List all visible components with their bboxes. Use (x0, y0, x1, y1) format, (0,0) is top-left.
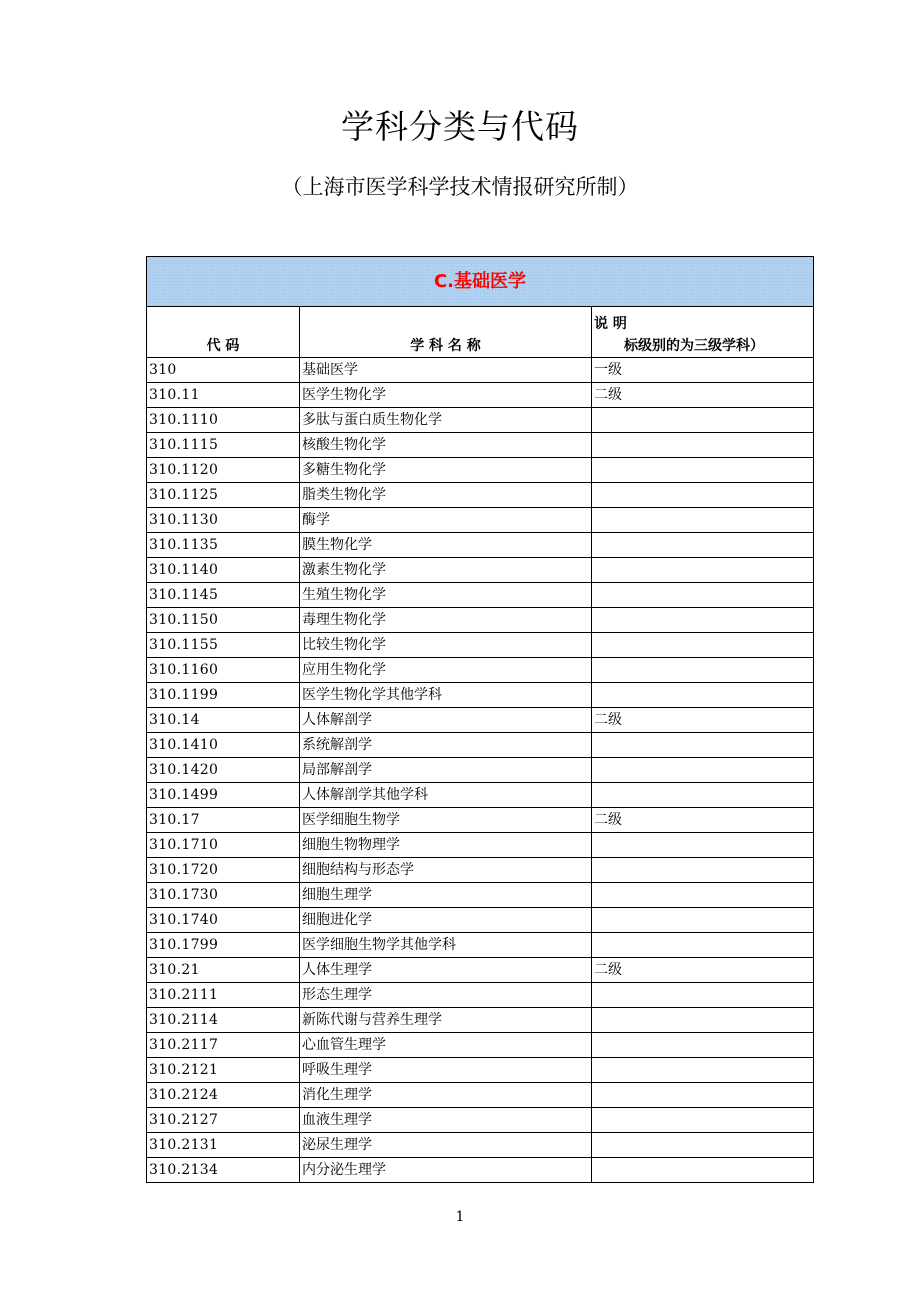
cell-note (592, 733, 814, 758)
cell-note (592, 458, 814, 483)
cell-note (592, 658, 814, 683)
cell-code: 310.2127 (147, 1108, 300, 1133)
table-row (147, 758, 814, 783)
table-row (147, 808, 814, 833)
cell-note (592, 908, 814, 933)
cell-code: 310.17 (147, 808, 300, 833)
cell-name: 消化生理学 (300, 1083, 592, 1108)
cell-note (592, 583, 814, 608)
cell-name: 比较生物化学 (300, 633, 592, 658)
cell-note: 二级 (592, 958, 814, 983)
page-subtitle: （上海市医学科学技术情报研究所制） (281, 175, 639, 199)
cell-code: 310.11 (147, 383, 300, 408)
table-row (147, 458, 814, 483)
cell-note: 二级 (592, 383, 814, 408)
cell-code: 310.2117 (147, 1033, 300, 1058)
cell-code: 310.1710 (147, 833, 300, 858)
cell-code: 310.1145 (147, 583, 300, 608)
cell-code: 310.1730 (147, 883, 300, 908)
table-row (147, 608, 814, 633)
cell-name: 激素生物化学 (300, 558, 592, 583)
table-row (147, 358, 814, 383)
table-row (147, 1133, 814, 1158)
cell-note (592, 483, 814, 508)
cell-code: 310 (147, 358, 300, 383)
cell-note (592, 1108, 814, 1133)
cell-code: 310.2131 (147, 1133, 300, 1158)
page-number: 1 (455, 1209, 465, 1225)
cell-name: 生殖生物化学 (300, 583, 592, 608)
table-row (147, 508, 814, 533)
header-name: 学 科 名 称 (300, 307, 592, 358)
cell-name: 细胞生物物理学 (300, 833, 592, 858)
table-row (147, 883, 814, 908)
cell-note: 二级 (592, 708, 814, 733)
cell-name: 毒理生物化学 (300, 608, 592, 633)
table-row (147, 833, 814, 858)
cell-name: 细胞进化学 (300, 908, 592, 933)
header-note-line2: 标级别的为三级学科） (624, 338, 764, 354)
table-row (147, 433, 814, 458)
cell-note (592, 858, 814, 883)
cell-note (592, 508, 814, 533)
cell-name: 医学细胞生物学 (300, 808, 592, 833)
cell-code: 310.1130 (147, 508, 300, 533)
cell-code: 310.1115 (147, 433, 300, 458)
cell-note (592, 783, 814, 808)
table-row (147, 483, 814, 508)
subject-code-table (146, 256, 814, 1183)
cell-name: 核酸生物化学 (300, 433, 592, 458)
cell-note (592, 533, 814, 558)
table-row (147, 783, 814, 808)
cell-note (592, 408, 814, 433)
cell-code: 310.1140 (147, 558, 300, 583)
cell-code: 310.1135 (147, 533, 300, 558)
table-row (147, 1033, 814, 1058)
cell-code: 310.1199 (147, 683, 300, 708)
table-row (147, 408, 814, 433)
table-row (147, 1008, 814, 1033)
cell-note (592, 1008, 814, 1033)
cell-code: 310.1720 (147, 858, 300, 883)
table-row (147, 1058, 814, 1083)
cell-note (592, 1033, 814, 1058)
table-row (147, 733, 814, 758)
cell-code: 310.1155 (147, 633, 300, 658)
cell-note (592, 1158, 814, 1183)
cell-note (592, 683, 814, 708)
section-header-row (147, 257, 814, 307)
header-code: 代 码 (147, 307, 300, 358)
table-row (147, 533, 814, 558)
cell-code: 310.2121 (147, 1058, 300, 1083)
cell-note (592, 758, 814, 783)
cell-code: 310.1120 (147, 458, 300, 483)
cell-name: 基础医学 (300, 358, 592, 383)
cell-name: 应用生物化学 (300, 658, 592, 683)
cell-code: 310.1160 (147, 658, 300, 683)
cell-code: 310.1499 (147, 783, 300, 808)
table-row (147, 583, 814, 608)
cell-code: 310.2111 (147, 983, 300, 1008)
column-header-row (147, 307, 814, 358)
cell-note (592, 633, 814, 658)
table-row (147, 908, 814, 933)
cell-note (592, 1083, 814, 1108)
cell-code: 310.2114 (147, 1008, 300, 1033)
page-title: 学科分类与代码 (341, 107, 579, 146)
cell-note (592, 983, 814, 1008)
table-row (147, 958, 814, 983)
cell-note (592, 608, 814, 633)
cell-note (592, 1133, 814, 1158)
table-row (147, 983, 814, 1008)
cell-code: 310.1110 (147, 408, 300, 433)
cell-name: 酶学 (300, 508, 592, 533)
cell-name: 泌尿生理学 (300, 1133, 592, 1158)
cell-name: 内分泌生理学 (300, 1158, 592, 1183)
cell-name: 脂类生物化学 (300, 483, 592, 508)
cell-note (592, 883, 814, 908)
cell-name: 系统解剖学 (300, 733, 592, 758)
cell-name: 多肽与蛋白质生物化学 (300, 408, 592, 433)
cell-name: 膜生物化学 (300, 533, 592, 558)
cell-name: 呼吸生理学 (300, 1058, 592, 1083)
cell-code: 310.1125 (147, 483, 300, 508)
table-row (147, 633, 814, 658)
cell-name: 多糖生物化学 (300, 458, 592, 483)
cell-note (592, 1058, 814, 1083)
cell-note: 一级 (592, 358, 814, 383)
cell-name: 心血管生理学 (300, 1033, 592, 1058)
cell-name: 人体解剖学 (300, 708, 592, 733)
cell-name: 细胞生理学 (300, 883, 592, 908)
table-row (147, 383, 814, 408)
cell-code: 310.1799 (147, 933, 300, 958)
table-row (147, 683, 814, 708)
cell-name: 新陈代谢与营养生理学 (300, 1008, 592, 1033)
header-note (592, 307, 814, 358)
table-row (147, 1108, 814, 1133)
cell-code: 310.1740 (147, 908, 300, 933)
table-row (147, 858, 814, 883)
cell-code: 310.2124 (147, 1083, 300, 1108)
cell-note (592, 833, 814, 858)
cell-code: 310.1150 (147, 608, 300, 633)
cell-name: 形态生理学 (300, 983, 592, 1008)
cell-note (592, 933, 814, 958)
cell-code: 310.1420 (147, 758, 300, 783)
cell-name: 人体生理学 (300, 958, 592, 983)
cell-name: 人体解剖学其他学科 (300, 783, 592, 808)
table-row (147, 933, 814, 958)
cell-name: 医学细胞生物学其他学科 (300, 933, 592, 958)
cell-name: 血液生理学 (300, 1108, 592, 1133)
cell-name: 局部解剖学 (300, 758, 592, 783)
cell-code: 310.21 (147, 958, 300, 983)
cell-code: 310.14 (147, 708, 300, 733)
cell-name: 医学生物化学 (300, 383, 592, 408)
cell-note (592, 558, 814, 583)
table-row (147, 1083, 814, 1108)
table-row (147, 708, 814, 733)
cell-name: 医学生物化学其他学科 (300, 683, 592, 708)
cell-code: 310.2134 (147, 1158, 300, 1183)
cell-note (592, 433, 814, 458)
cell-name: 细胞结构与形态学 (300, 858, 592, 883)
cell-note: 二级 (592, 808, 814, 833)
table-row (147, 1158, 814, 1183)
table-row (147, 658, 814, 683)
header-note-line1: 说 明 (594, 316, 627, 332)
cell-code: 310.1410 (147, 733, 300, 758)
table-row (147, 558, 814, 583)
section-title: C.基础医学 (147, 257, 814, 307)
